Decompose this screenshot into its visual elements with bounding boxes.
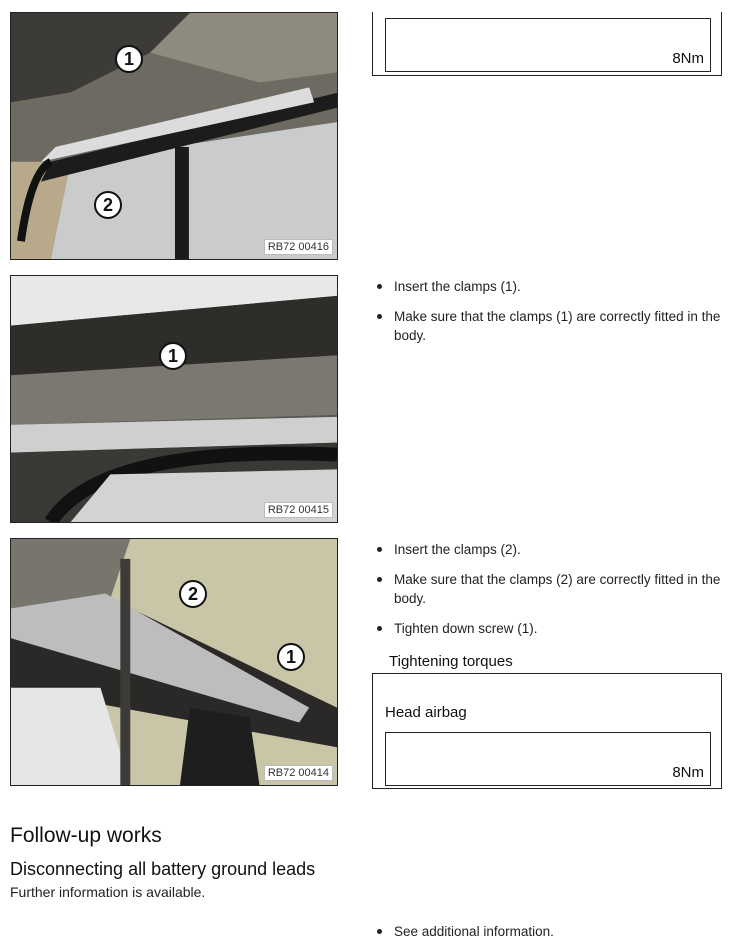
figure-rb72-00416 — [10, 12, 338, 260]
step-item: Tighten down screw (1). — [374, 619, 729, 638]
torque-label: Head airbag — [385, 704, 467, 721]
callout-1: 1 — [159, 342, 187, 370]
step-item[interactable]: See additional information. — [374, 922, 729, 941]
torque-heading: Tightening torques — [389, 653, 513, 670]
torque-value-cell — [385, 732, 711, 786]
torque-value: 8Nm — [672, 50, 704, 67]
step-list-3 — [374, 922, 729, 952]
section-title: Follow-up works — [10, 824, 162, 847]
photo-head-airbag-roof-frame — [11, 13, 337, 259]
figure-code: RB72 00415 — [264, 502, 333, 518]
section-subtitle: Disconnecting all battery ground leads — [10, 859, 316, 879]
figure-code: RB72 00414 — [264, 765, 333, 781]
step-list-2 — [374, 540, 729, 649]
figure-rb72-00415 — [10, 275, 338, 523]
torque-box — [372, 673, 722, 789]
torque-box-top — [372, 12, 722, 76]
callout-1: 1 — [115, 45, 143, 73]
figure-code: RB72 00416 — [264, 239, 333, 255]
photo-clamps-roof-rail — [11, 276, 337, 522]
step-list-1 — [374, 277, 729, 356]
step-item: Make sure that the clamps (2) are correctly fitted in the body. — [374, 570, 729, 608]
step-item: Make sure that the clamps (1) are correctly fitted in the body. — [374, 307, 729, 345]
step-item: Insert the clamps (1). — [374, 277, 729, 296]
torque-value-cell — [385, 18, 711, 72]
callout-2: 2 — [94, 191, 122, 219]
info-text: Further information is available. — [10, 884, 206, 900]
torque-value: 8Nm — [672, 764, 704, 781]
callout-2: 2 — [179, 580, 207, 608]
figure-rb72-00414 — [10, 538, 338, 786]
step-item: Insert the clamps (2). — [374, 540, 729, 559]
callout-1: 1 — [277, 643, 305, 671]
